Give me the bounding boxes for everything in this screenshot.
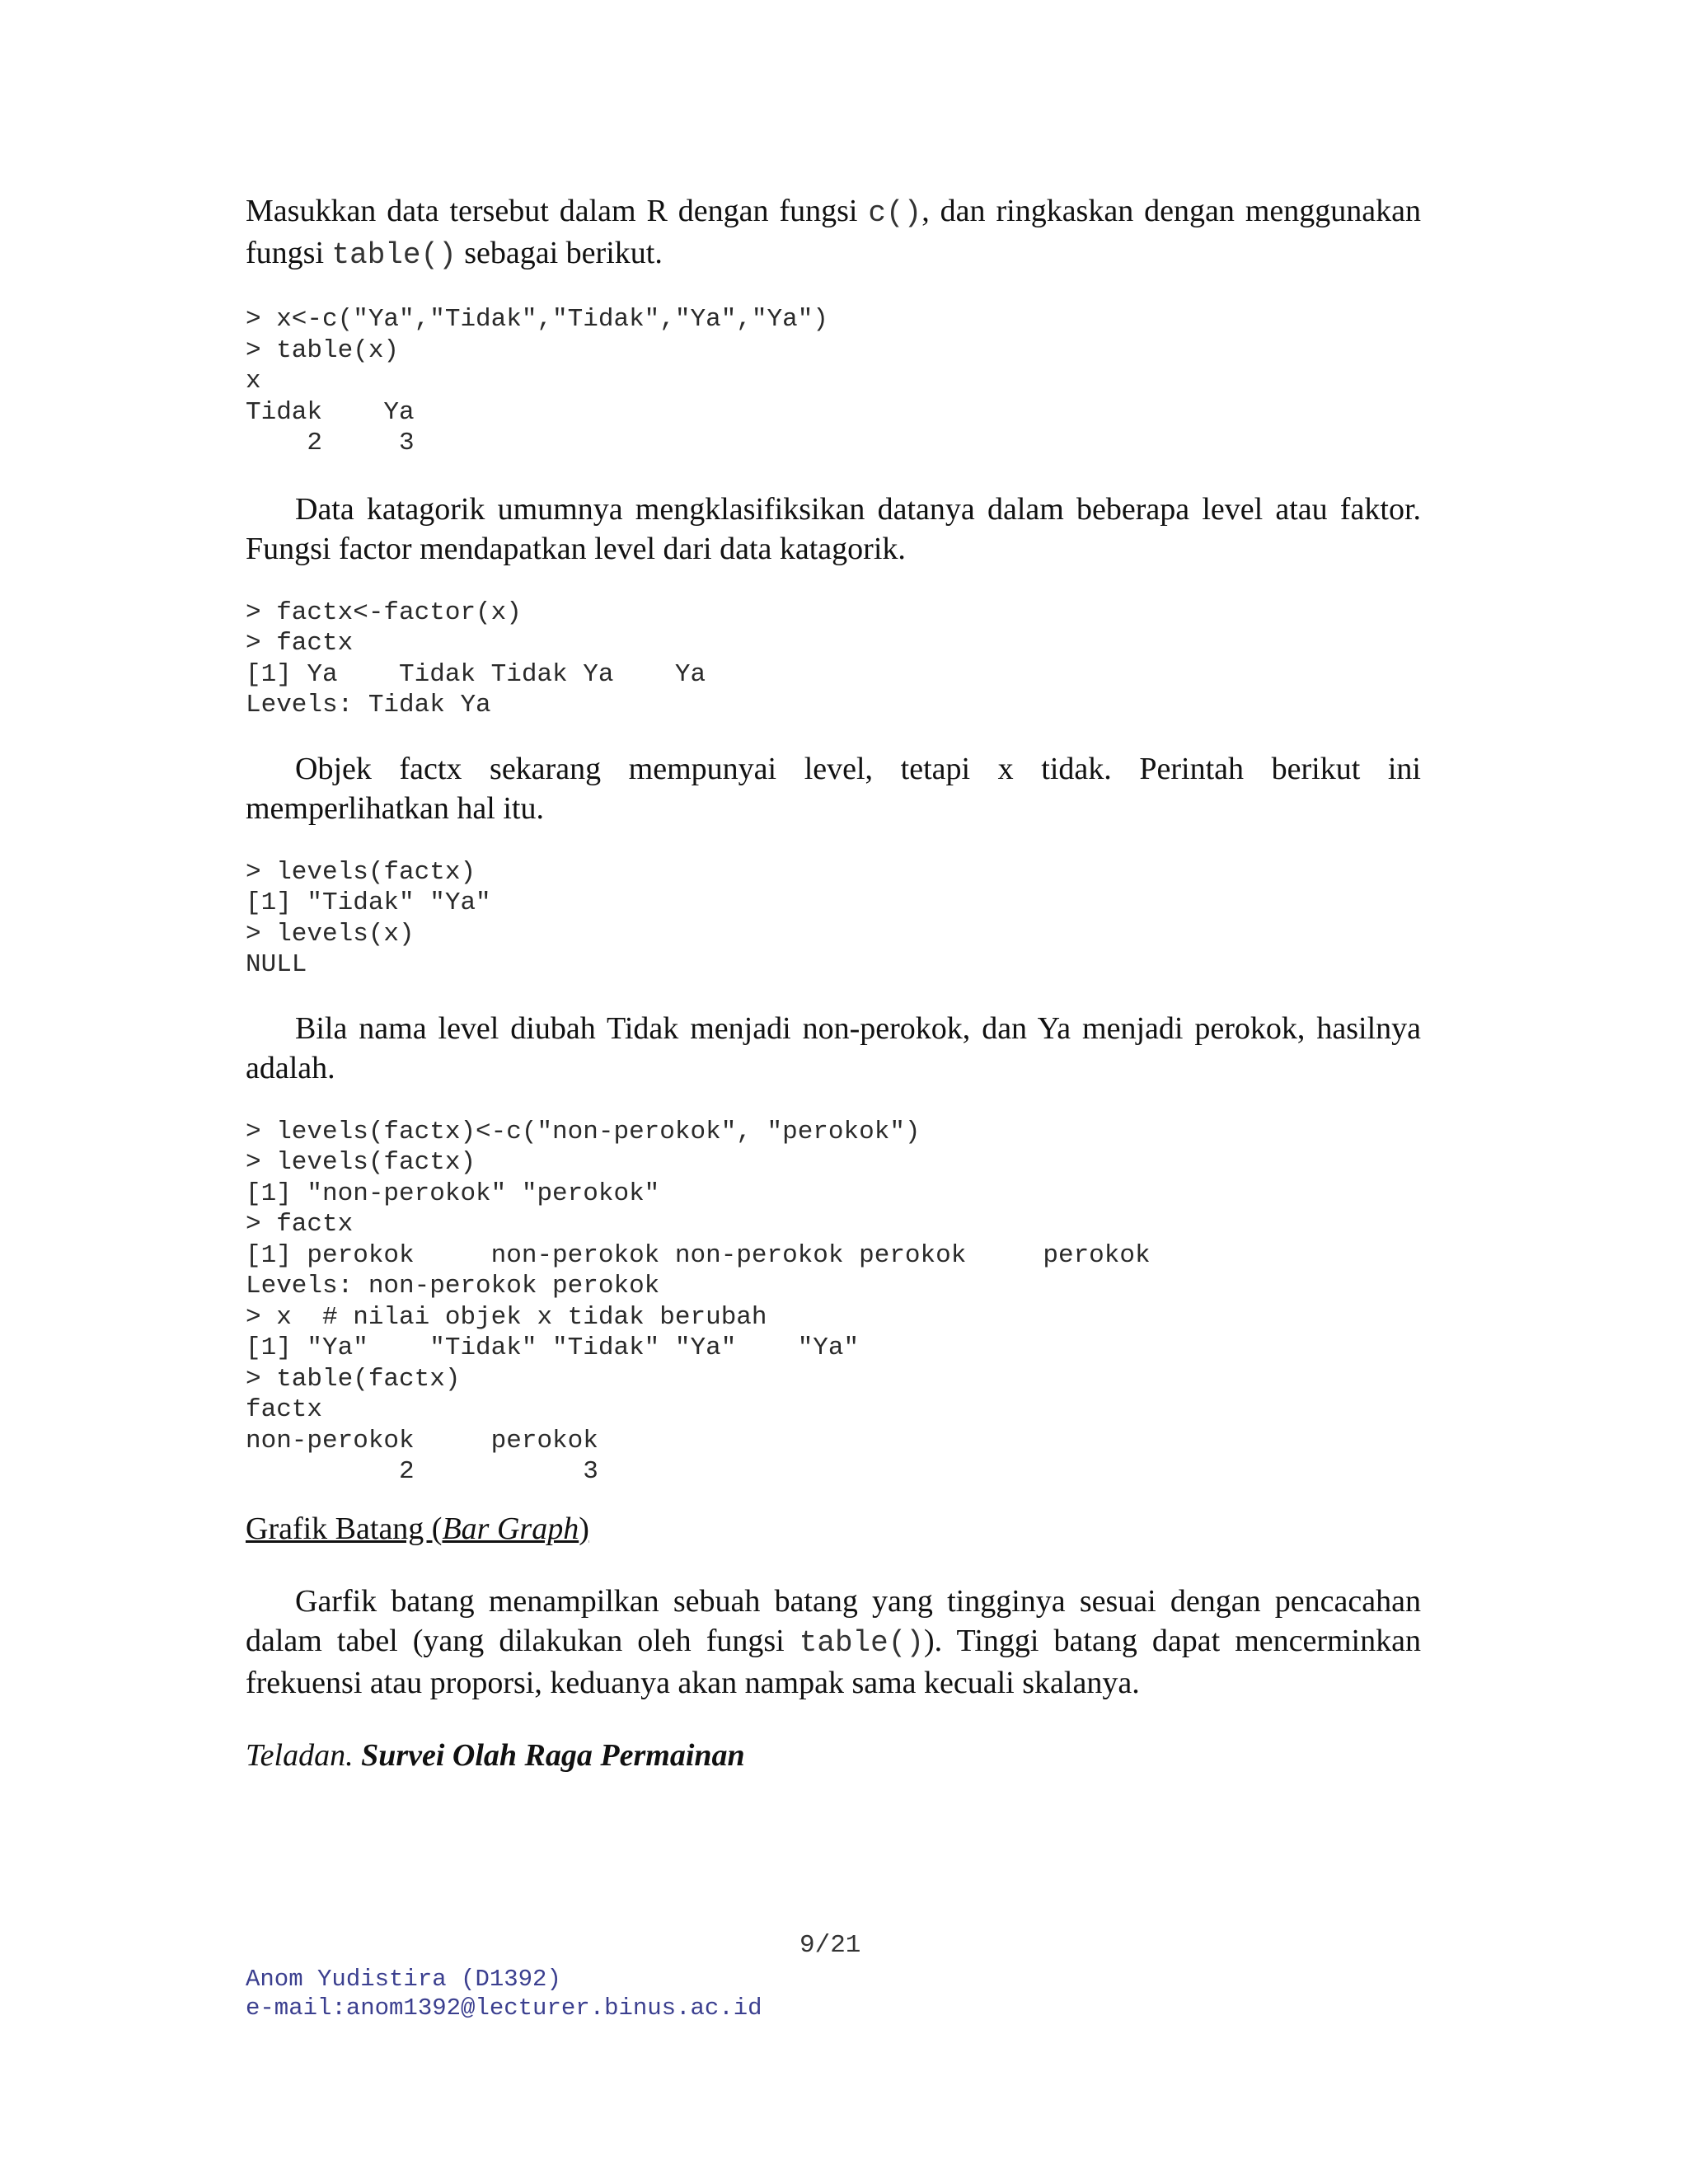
section-heading-bar-graph: [246, 1509, 1421, 1549]
example-title: Survei Olah Raga Permainan: [361, 1737, 745, 1773]
intro-paragraph: [246, 191, 1421, 275]
footer-author: Anom Yudistira (D1392): [246, 1966, 561, 1993]
inline-code-table: table(): [331, 238, 457, 272]
code-block-factor: > factx<-factor(x) > factx [1] Ya Tidak Tidak Ya Ya Levels: Tidak Ya: [246, 598, 706, 719]
heading-italic: Bar Graph: [442, 1511, 579, 1546]
example-label: Teladan.: [246, 1737, 354, 1773]
code-block-levels: > levels(factx) [1] "Tidak" "Ya" > levels(x) NULL: [246, 857, 491, 979]
footer: [246, 1965, 762, 2022]
paragraph-levels: Objek factx sekarang mempunyai level, tetapi x tidak. Perintah berikut ini memperlihatkan hal itu.: [246, 751, 1421, 826]
intro-text-1: Masukkan data tersebut dalam R dengan fungsi: [246, 194, 869, 228]
bar-graph-text-2: ). Tinggi batang dapat mencerminkan frekuensi atau proporsi, keduanya akan nampak sama kecuali skalanya.: [246, 1623, 1421, 1700]
heading-suffix: ): [579, 1511, 589, 1546]
code-block-rename-levels: > levels(factx)<-c("non-perokok", "perokok") > levels(factx) [1] "non-perokok" "perokok" > factx [1] perokok non-perokok non-perokok perokok perokok Levels: non-perokok perokok > x # nilai objek x tidak berubah [1] "Ya" "Tidak" "Tidak" "Ya" "Ya" > table(factx) factx non-perokok perokok 2 3: [246, 1117, 1151, 1486]
inline-code-c: c(): [868, 196, 922, 230]
paragraph-rename-levels: Bila nama level diubah Tidak menjadi non-perokok, dan Ya menjadi perokok, hasilnya adalah.: [246, 1010, 1421, 1085]
example-heading: [246, 1736, 1421, 1775]
intro-text-2: , dan ringkaskan dengan menggunakan fungsi: [246, 194, 1421, 270]
footer-email: e-mail:anom1392@lecturer.binus.ac.id: [246, 1994, 762, 2022]
inline-code-table-2: table(): [799, 1625, 924, 1660]
page-number: 9/21: [799, 1931, 861, 1960]
heading-prefix: Grafik Batang (: [246, 1511, 443, 1546]
document-page: [246, 191, 1421, 1775]
intro-text-3: sebagai berikut.: [456, 236, 663, 270]
code-block-table-x: > x<-c("Ya","Tidak","Tidak","Ya","Ya") > table(x) x Tidak Ya 2 3: [246, 305, 828, 457]
paragraph-factor: Data katagorik umumnya mengklasifiksikan datanya dalam beberapa level atau faktor. Fungsi factor mendapatkan level dari data katagorik.: [246, 491, 1421, 566]
bar-graph-text-1: Garfik batang menampilkan sebuah batang yang tingginya sesuai dengan pencacahan dalam tabel (yang dilakukan oleh fungsi: [246, 1583, 1421, 1658]
paragraph-bar-graph: [246, 1582, 1421, 1703]
